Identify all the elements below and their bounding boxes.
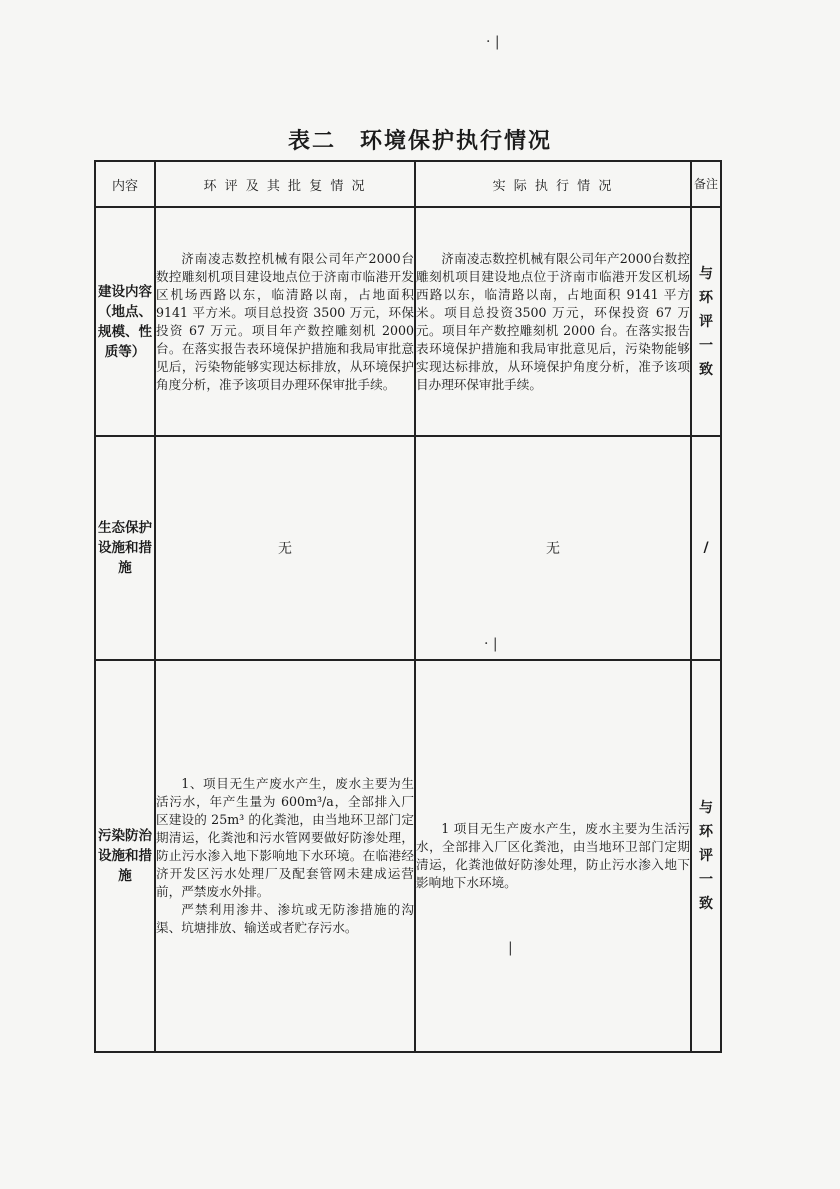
eia-text: 严禁利用渗井、渗坑或无防渗措施的沟渠、坑塘排放、输送或者贮存污水。 (156, 902, 414, 935)
remark-char: 致 (699, 361, 713, 378)
eia-text: 济南凌志数控机械有限公司年产2000台数控雕刻机项目建设地点位于济南市临港开发区机场西路以东，临清路以南，占地面积 9141 平方米。项目总投资 3500 万元，环保投资 67 万元。项目年产数控雕刻机 2000 台。在落实报告表环境保护措施和我局审批意见后，污染物能够实现达标排放，从环境保护角度分析，准予该项目办理环保审批手续。 (156, 250, 414, 392)
eia-text: 1、项目无生产废水产生，废水主要为生活污水，年产生量为 600m³/a，全部排入厂区建设的 25m³ 的化粪池，由当地环卫部门定期清运，化粪池和污水管网要做好防渗处理，防止污水渗入地下影响地下水环境。在临港经济开发区污水处理厂及配套管网未建成运营前，严禁废水外排。 (156, 776, 414, 899)
actual-cell (415, 207, 691, 436)
eia-cell (155, 660, 415, 1052)
remark-char: 与 (699, 800, 713, 816)
actual-cell: 无 (415, 436, 691, 660)
header-eia: 环 评 及 其 批 复 情 况 (155, 161, 415, 207)
remark-cell (691, 207, 721, 436)
header-actual: 实 际 执 行 情 况 (415, 161, 691, 207)
remark-cell (691, 660, 721, 1052)
row-label: 生态保护设施和措施 (95, 436, 155, 660)
table-row (95, 660, 721, 1052)
row-label: 污染防治设施和措施 (95, 660, 155, 1052)
table-row (95, 436, 721, 660)
remark-char: 一 (699, 337, 713, 354)
page-mark-mid: · | (484, 636, 498, 652)
remark-cell: / (691, 436, 721, 660)
remark-char: 致 (699, 896, 713, 912)
table-row (95, 207, 721, 436)
remark-char: 评 (699, 848, 713, 864)
table-header-row (95, 161, 721, 207)
page-mark-bottom: | (508, 940, 513, 956)
row-label: 建设内容（地点、规模、性质等） (95, 207, 155, 436)
remark-char: 环 (699, 824, 713, 840)
remark-char: 与 (699, 265, 713, 282)
actual-text: 1 项目无生产废水产生，废水主要为生活污水，全部排入厂区化粪池，由当地环卫部门定期清运，化粪池做好防渗处理，防止污水渗入地下影响地下水环境。 (416, 821, 690, 890)
remark-char: 一 (699, 872, 713, 888)
header-content: 内容 (95, 161, 155, 207)
eia-cell: 无 (155, 436, 415, 660)
header-remark: 备注 (691, 161, 721, 207)
page-mark-top: · | (486, 34, 500, 50)
eia-cell (155, 207, 415, 436)
remark-char: 评 (699, 313, 713, 330)
actual-text: 济南凌志数控机械有限公司年产2000台数控雕刻机项目建设地点位于济南市临港开发区机场西路以东，临清路以南，占地面积 9141 平方米。项目总投资3500 万元，环保投资 67 万元。项目年产数控雕刻机 2000 台。在落实报告表环境保护措施和我局审批意见后，污染物能够实现达标排放，从环境保护角度分析，准予该项目办理环保审批手续。 (416, 250, 690, 392)
remark-char: 环 (699, 289, 713, 306)
actual-cell (415, 660, 691, 1052)
environmental-protection-table (94, 160, 722, 1053)
page-title: 表二 环境保护执行情况 (287, 128, 552, 154)
